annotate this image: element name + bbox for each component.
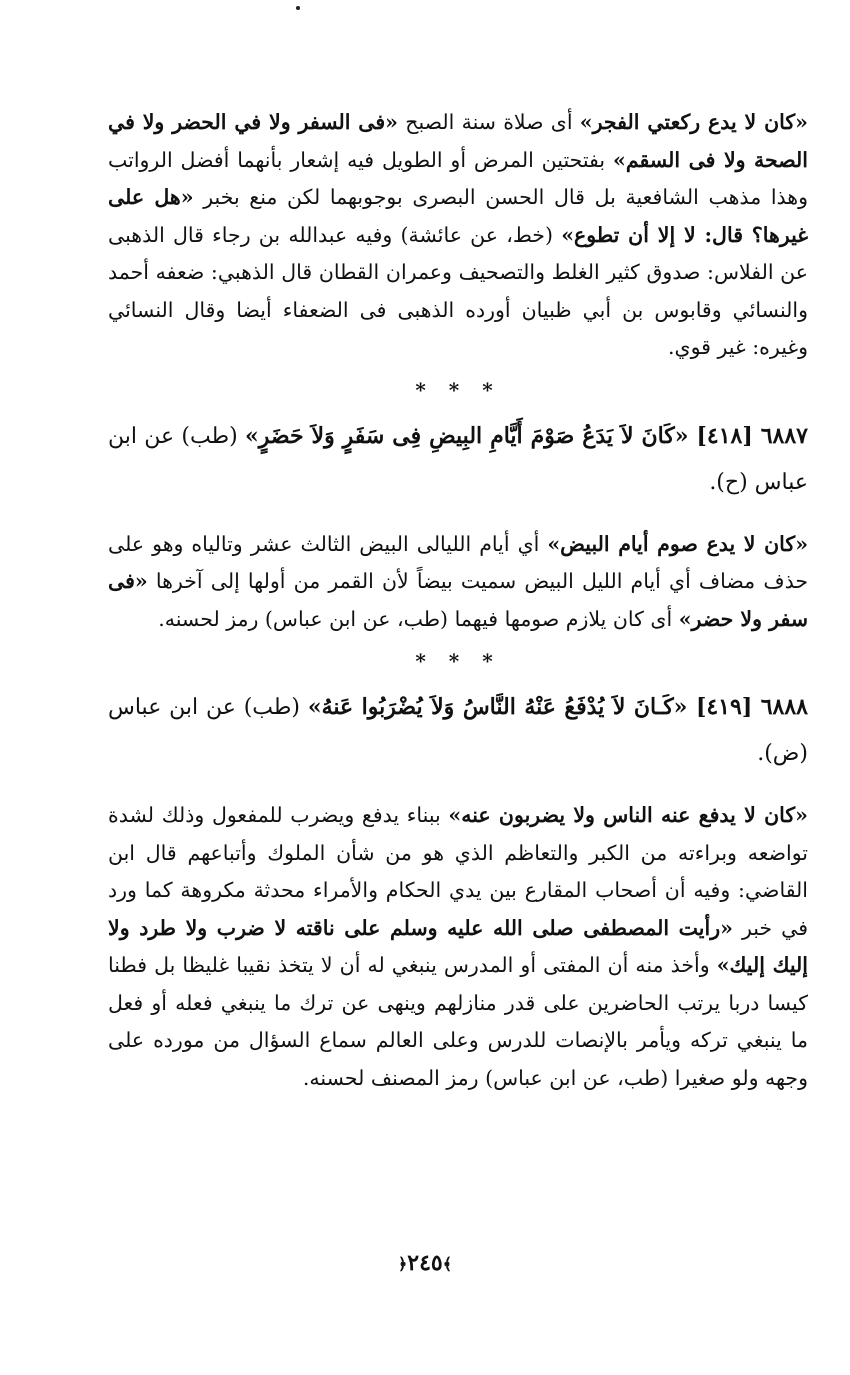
quoted-hadith: «فى السفر ولا في الحضر ولا في الصحة ولا فى السقم» [108, 110, 808, 172]
hadith-text: «كَانَ لاَ يَدَعُ صَوْمَ أَيَّامِ البِيضِ فِى سَفَرٍ وَلاَ حَضَرٍ» [245, 422, 697, 449]
commentary-text: أى صلاة سنة الصبح [397, 110, 580, 134]
hadith-text: «كَـانَ لاَ يُدْفَعُ عَنْهُ النَّاسُ وَلاَ يُضْرَبُوا عَنهُ» [307, 694, 696, 720]
hadith-number: ٦٨٨٨ [٤١٩] [695, 694, 808, 720]
commentary-text: ببناء يدفع ويضرب للمفعول وذلك لشدة تواضعه وبراءته من الكبر والتعاظم الذي هو من شأن الملوك وأتباعهم قال ابن القاضي: وفيه أن أصحاب المقارع بين يدي الحكام والأمراء محدثة مكروهة كما ورد في خبر [108, 803, 808, 940]
hadith-reference: (طب) عن ابن عباس (ح). [108, 423, 808, 495]
hadith-entry-6888 [108, 684, 808, 777]
commentary-text: أى كان يلازم صومها فيهما (طب، عن ابن عباس) رمز لحسنه. [158, 606, 679, 631]
quoted-hadith: «كان لا يدع صوم أيام البيض» [547, 531, 809, 556]
quoted-hadith: «فى سفر ولا حضر» [108, 569, 808, 631]
page-number [0, 1250, 850, 1276]
hadith-reference: (طب) عن ابن عباس (ض). [108, 695, 808, 766]
commentary-block-1 [108, 104, 808, 367]
quoted-hadith: «رأيت المصطفى صلى الله عليه وسلم على ناقته لا ضرب ولا طرد ولا إليك إليك» [108, 915, 808, 977]
hadith-entry-6887 [108, 413, 808, 506]
commentary-block-2 [108, 526, 808, 639]
page-body [108, 104, 808, 1097]
hadith-number: ٦٨٨٧ [٤١٨] [696, 422, 808, 449]
ornament-icon: ﴾ [442, 1254, 453, 1274]
quoted-hadith: «كان لا يدفع عنه الناس ولا يضربون عنه» [448, 803, 808, 827]
section-divider: * * * [415, 649, 501, 673]
commentary-text: بفتحتين المرض أو الطويل فيه إشعار بأنهما أفضل الرواتب وهذا مذهب الشافعية بل قال الحسن البصرى بوجوبهما لكن منع بخبر [108, 147, 809, 209]
page-number-text: ٢٤٥ [407, 1250, 443, 1276]
commentary-text: أي أيام الليالى البيض الثالث عشر وتالياه وهو على حذف مضاف أي أيام الليل البيض سميت بيضاً لأن القمر من أولها إلى آخرها [108, 531, 808, 593]
section-divider: * * * [415, 377, 501, 402]
page-speck [296, 6, 300, 10]
quoted-hadith: «هل على غيرها؟ قال: لا إلا أن تطوع» [108, 185, 808, 247]
commentary-text: (خط، عن عائشة) وفيه عبدالله بن رجاء قال الذهبى عن الفلاس: صدوق كثير الغلط والتصحيف وعمران القطان قال الذهبي: ضعفه أحمد والنسائي وقابوس بن أبي ظبيان أورده الذهبى فى الضعفاء أيضا وقال النسائي وغيره: غير قوي. [108, 222, 808, 359]
quoted-hadith: «كان لا يدع ركعتي الفجر» [579, 110, 808, 134]
commentary-block-3 [108, 797, 808, 1097]
commentary-text: وأخذ منه أن المفتى أو المدرس ينبغي له أن لا يتخذ نقيبا غليظا بل فطنا كيسا دربا يرتب الحاضرين على قدر منازلهم وينهى عن ترك ما ينبغي فعله أو فعل ما ينبغي تركه ويأمر بالإنصات للدرس وعلى العالم سماع السؤال من مورده على وجهه ولو صغيرا (طب، عن ابن عباس) رمز المصنف لحسنه. [108, 953, 808, 1090]
ornament-icon: ﴿ [397, 1254, 408, 1274]
